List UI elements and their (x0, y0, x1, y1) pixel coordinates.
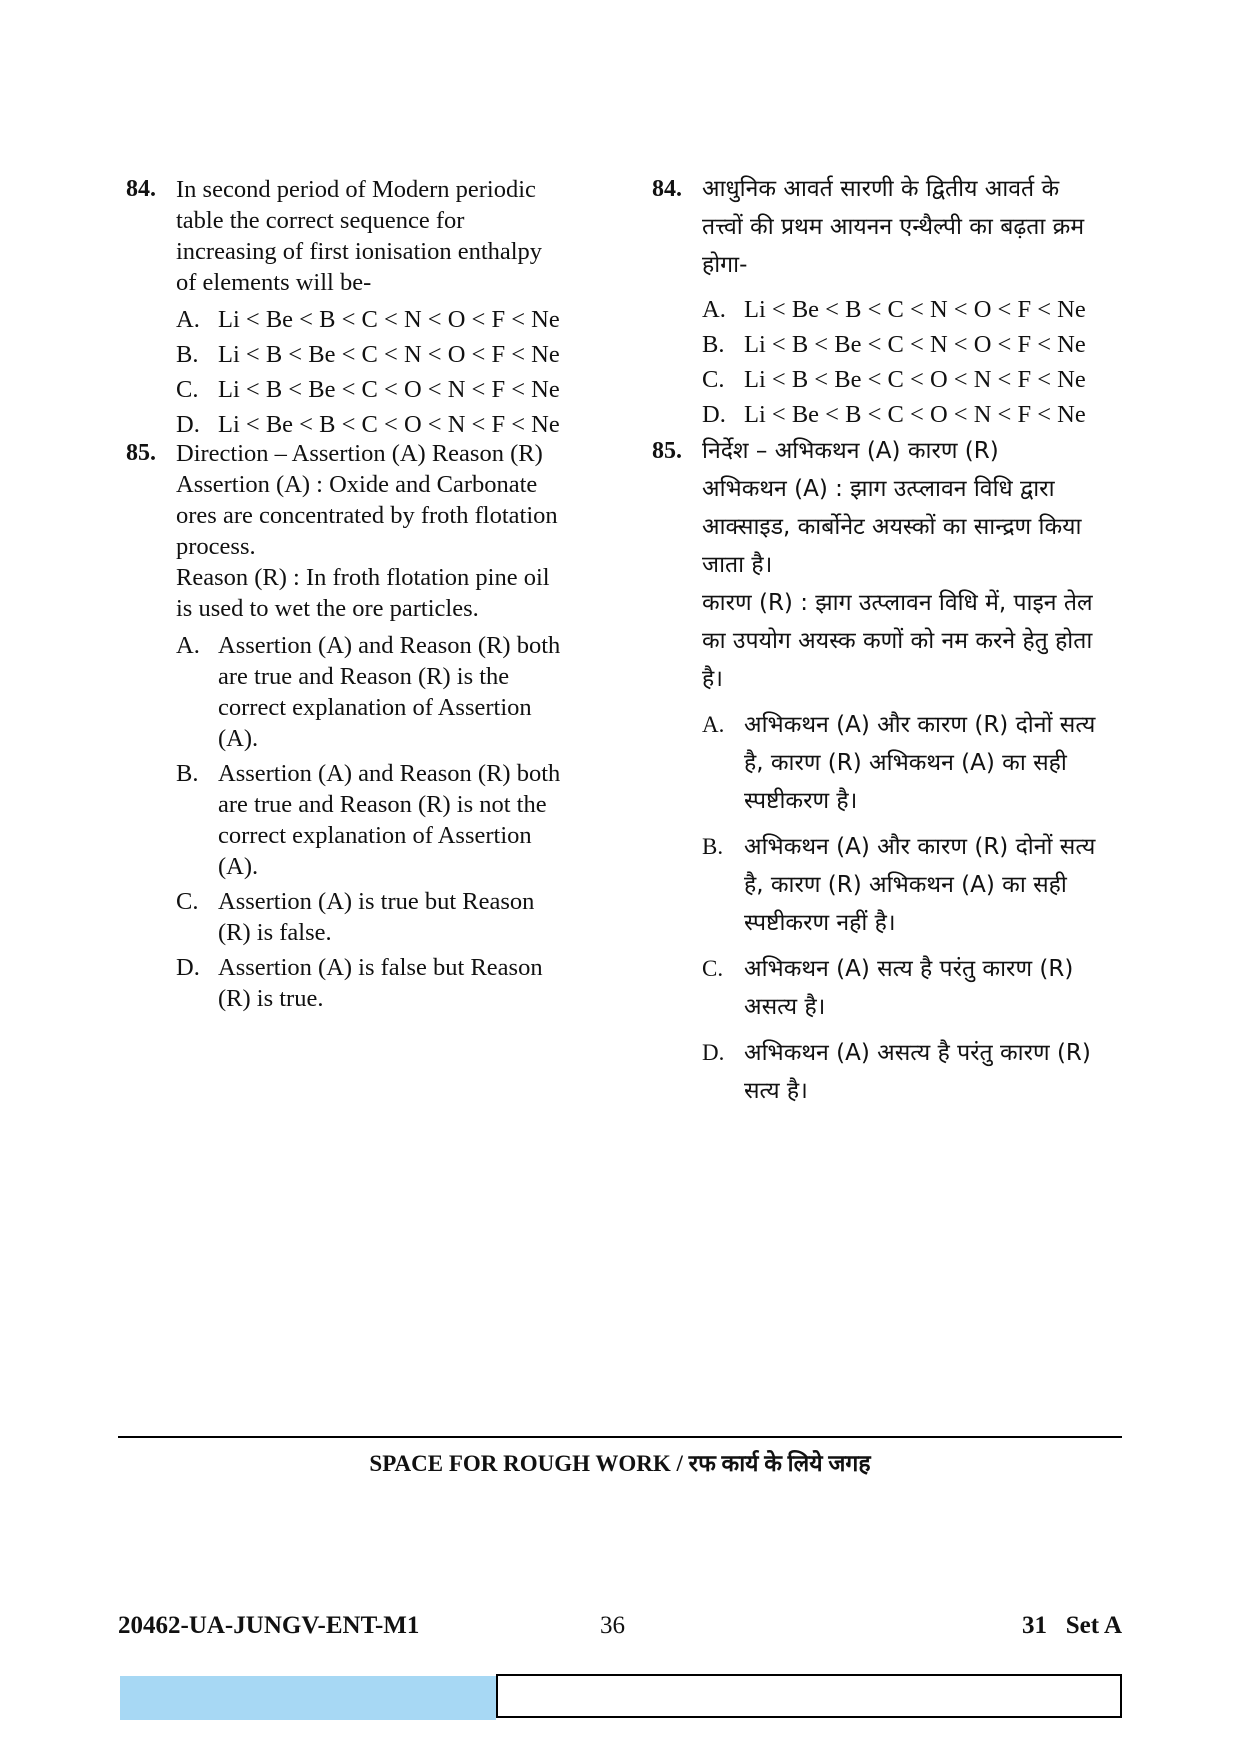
option-line: (R) is false. (218, 919, 332, 946)
stem-line: है। (702, 666, 723, 692)
option-c (176, 886, 616, 948)
stem-line: table the correct sequence for (176, 207, 465, 234)
stem-line: तत्त्वों की प्रथम आयनन एन्थैल्पी का बढ़ता क्रम (702, 214, 1085, 240)
option-line: (A). (218, 853, 259, 880)
option-list (176, 304, 616, 440)
stem-line: आधुनिक आवर्त सारणी के द्वितीय आवर्त के (702, 176, 1060, 202)
option-a (702, 294, 1132, 325)
stem-line: अभिकथन (A) : झाग उत्प्लावन विधि द्वारा (702, 476, 1055, 502)
option-line: Li < Be < B < C < O < N < F < Ne (218, 411, 560, 438)
option-label: C. (702, 366, 725, 393)
option-a (176, 630, 616, 754)
option-line: Li < B < Be < C < O < N < F < Ne (218, 376, 560, 403)
option-text (176, 409, 616, 440)
option-d (702, 399, 1132, 430)
option-list (702, 706, 1132, 1110)
stem-line: of elements will be- (176, 269, 372, 296)
stem-line: आक्साइड, कार्बोनेट अयस्कों का सान्द्रण किया (702, 514, 1082, 540)
option-label: C. (176, 376, 199, 403)
option-text (176, 630, 616, 754)
option-b (702, 329, 1132, 360)
rough-work-divider (118, 1436, 1122, 1438)
option-line: अभिकथन (A) सत्य है परंतु कारण (R) (744, 956, 1074, 982)
option-label: D. (702, 1040, 725, 1065)
option-line: (R) is true. (218, 985, 324, 1012)
option-label: B. (176, 760, 199, 787)
question-stem (702, 432, 1132, 698)
option-label: D. (702, 401, 726, 428)
option-line: अभिकथन (A) और कारण (R) दोनों सत्य (744, 834, 1096, 860)
option-d (176, 952, 616, 1014)
option-label: B. (702, 834, 724, 859)
option-text (176, 304, 616, 335)
stem-line: निर्देश – अभिकथन (A) कारण (R) (702, 438, 999, 464)
question-85-en (126, 438, 616, 1014)
option-b (702, 828, 1132, 942)
option-label: C. (176, 888, 199, 915)
option-line: Assertion (A) is false but Reason (218, 954, 543, 981)
question-84-en (126, 174, 616, 440)
option-text (702, 294, 1132, 325)
question-85-hi (652, 432, 1132, 1110)
stem-line: In second period of Modern periodic (176, 176, 536, 203)
option-text (702, 329, 1132, 360)
option-text (176, 374, 616, 405)
option-text (176, 758, 616, 882)
option-line: are true and Reason (R) is the (218, 663, 510, 690)
option-text (702, 950, 1132, 1026)
option-line: Li < Be < B < C < N < O < F < Ne (218, 306, 560, 333)
stem-line: ores are concentrated by froth flotation (176, 502, 558, 529)
option-text (702, 364, 1132, 395)
option-d (702, 1034, 1132, 1110)
option-text (176, 886, 616, 948)
option-c (176, 374, 616, 405)
stem-line: is used to wet the ore particles. (176, 595, 479, 622)
set-label: 31 Set A (1022, 1612, 1122, 1639)
stem-line: का उपयोग अयस्क कणों को नम करने हेतु होता (702, 628, 1093, 654)
option-a (702, 706, 1132, 820)
rough-work-label: SPACE FOR ROUGH WORK / रफ कार्य के लिये जगह (369, 1451, 871, 1476)
option-label: A. (176, 632, 200, 659)
option-text (702, 706, 1132, 820)
question-number: 85. (652, 438, 682, 464)
question-number: 85. (126, 440, 156, 466)
exam-code: 20462-UA-JUNGV-ENT-M1 (118, 1612, 420, 1639)
option-line: Li < Be < B < C < N < O < F < Ne (744, 296, 1086, 323)
option-line: अभिकथन (A) असत्य है परंतु कारण (R) (744, 1040, 1091, 1066)
option-b (176, 758, 616, 882)
option-label: A. (702, 712, 725, 737)
option-line: Li < B < Be < C < N < O < F < Ne (218, 341, 560, 368)
question-number: 84. (652, 176, 682, 202)
stem-line: increasing of first ionisation enthalpy (176, 238, 543, 265)
question-number: 84. (126, 176, 156, 202)
option-c (702, 364, 1132, 395)
option-text (702, 399, 1132, 430)
option-text (702, 828, 1132, 942)
option-line: (A). (218, 725, 259, 752)
option-line: असत्य है। (744, 994, 826, 1020)
option-label: C. (702, 956, 724, 981)
option-label: B. (702, 331, 725, 358)
option-line: correct explanation of Assertion (218, 694, 532, 721)
option-line: Li < B < Be < C < O < N < F < Ne (744, 366, 1086, 393)
option-d (176, 409, 616, 440)
stem-line: Direction – Assertion (A) Reason (R) (176, 440, 543, 467)
option-text (176, 952, 616, 1014)
footer-outline-box (496, 1674, 1122, 1718)
stem-line: process. (176, 533, 256, 560)
question-stem (176, 174, 616, 298)
stem-line: जाता है। (702, 552, 773, 578)
option-line: Li < B < Be < C < N < O < F < Ne (744, 331, 1086, 358)
option-line: स्पष्टीकरण नहीं है। (744, 910, 896, 936)
option-label: D. (176, 954, 200, 981)
stem-line: Assertion (A) : Oxide and Carbonate (176, 471, 538, 498)
option-line: Li < Be < B < C < O < N < F < Ne (744, 401, 1086, 428)
stem-line: कारण (R) : झाग उत्प्लावन विधि में, पाइन तेल (702, 590, 1093, 616)
footer-color-bar (120, 1676, 496, 1720)
option-line: सत्य है। (744, 1078, 808, 1104)
option-c (702, 950, 1132, 1026)
option-b (176, 339, 616, 370)
option-list (702, 294, 1132, 430)
option-line: Assertion (A) is true but Reason (218, 888, 535, 915)
page-number: 36 (600, 1612, 625, 1639)
option-line: are true and Reason (R) is not the (218, 791, 547, 818)
option-line: है, कारण (R) अभिकथन (A) का सही (744, 750, 1067, 776)
stem-line: होगा- (702, 252, 748, 278)
option-line: Assertion (A) and Reason (R) both (218, 760, 561, 787)
option-line: स्पष्टीकरण है। (744, 788, 858, 814)
stem-line: Reason (R) : In froth flotation pine oil (176, 564, 550, 591)
option-label: B. (176, 341, 199, 368)
question-stem (702, 170, 1132, 284)
option-line: अभिकथन (A) और कारण (R) दोनों सत्य (744, 712, 1096, 738)
question-84-hi (652, 170, 1132, 430)
option-label: A. (176, 306, 200, 333)
option-line: correct explanation of Assertion (218, 822, 532, 849)
option-a (176, 304, 616, 335)
option-label: D. (176, 411, 200, 438)
option-line: है, कारण (R) अभिकथन (A) का सही (744, 872, 1067, 898)
question-stem (176, 438, 616, 624)
option-text (702, 1034, 1132, 1110)
option-text (176, 339, 616, 370)
option-list (176, 630, 616, 1014)
option-line: Assertion (A) and Reason (R) both (218, 632, 561, 659)
option-label: A. (702, 296, 726, 323)
